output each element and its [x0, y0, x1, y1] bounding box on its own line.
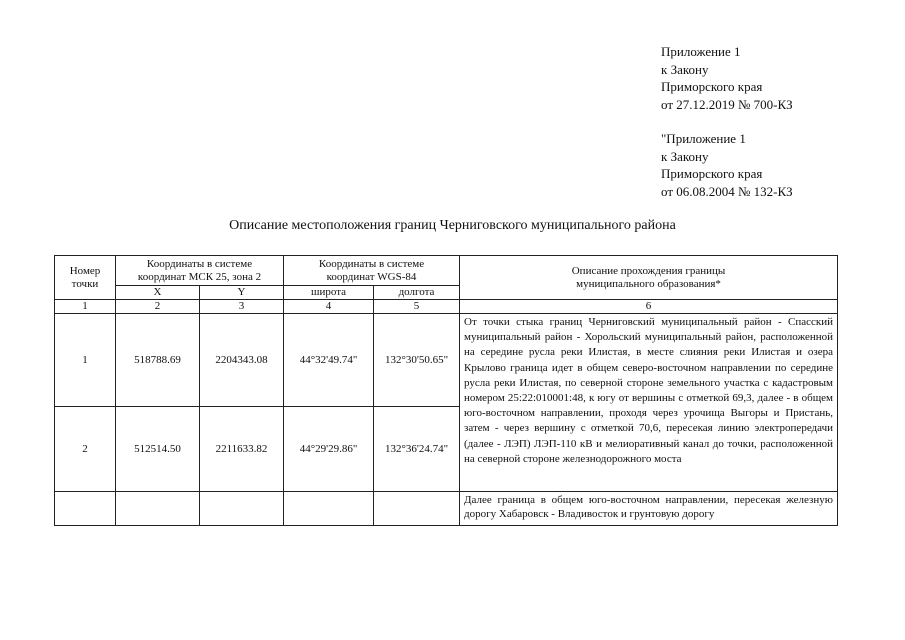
- column-number-row: [55, 300, 838, 314]
- boundary-description: Далее граница в общем юго-восточном направлении, пересекая железную дорогу Хабаровск - Владивосток и грунтовую дорогу: [460, 492, 838, 526]
- header-text: координат WGS-84: [326, 270, 417, 283]
- header-wgs-coordinates: [284, 256, 460, 286]
- header-text: Координаты в системе: [146, 257, 253, 270]
- y-coordinate: 2204343.08: [200, 314, 284, 407]
- x-coordinate: 512514.50: [116, 407, 200, 492]
- header-line: Приморского края: [661, 79, 763, 94]
- boundary-description: От точки стыка границ Черниговский муниципальный район - Спасский муниципальный район - Хорольский муниципальный район, расположенной на середине русла реки Илистая, в месте слияния реки Илистая и озера Крылово граница идет в общем северо-восточном направлении по середине русла реки Илистая, по северной стороне земельного участка с кадастровым номером 25:22:010001:48, к югу от вершины с отметкой 69,3, далее - в общем юго-восточном направлении, проходя через урочища Выгоры и Пристань, затем - через вершину с отметкой 70,6, пересекая линию электропередачи (далее - ЛЭП) ЛЭП-110 кВ и мелиоративный канал до точки, расположенной на северной стороне железнодорожного моста: [460, 314, 838, 492]
- header-description: [460, 256, 838, 300]
- column-number: 2: [116, 300, 200, 314]
- x-coordinate-empty: [116, 492, 200, 526]
- longitude: 132°36'24.74": [374, 407, 460, 492]
- annex-header-original: [661, 130, 793, 200]
- longitude: 132°30'50.65": [374, 314, 460, 407]
- point-number: 2: [55, 407, 116, 492]
- document-title: Описание местоположения границ Черниговского муниципального района: [229, 218, 676, 233]
- latitude-empty: [284, 492, 374, 526]
- header-line: к Закону: [661, 148, 709, 164]
- header-line: Приложение 1: [661, 44, 741, 59]
- annex-header-current: [661, 43, 793, 113]
- latitude: 44°29'29.86": [284, 407, 374, 492]
- header-longitude: долгота: [374, 286, 460, 300]
- boundary-table: [54, 255, 838, 526]
- column-number: 6: [460, 300, 838, 314]
- header-text: муниципального образования*: [576, 277, 721, 290]
- header-line: от 27.12.2019 № 700-КЗ: [661, 96, 793, 112]
- latitude: 44°32'49.74": [284, 314, 374, 407]
- header-point-number: [55, 256, 116, 300]
- header-latitude: широта: [284, 286, 374, 300]
- column-number: 3: [200, 300, 284, 314]
- header-text: Номер: [69, 264, 101, 277]
- longitude-empty: [374, 492, 460, 526]
- header-text: координат МСК 25, зона 2: [137, 270, 262, 283]
- table-row: [55, 492, 838, 526]
- header-line: "Приложение 1: [661, 131, 746, 146]
- column-number: 4: [284, 300, 374, 314]
- point-number-empty: [55, 492, 116, 526]
- table-row: [55, 314, 838, 407]
- column-number: 1: [55, 300, 116, 314]
- header-text: точки: [71, 277, 99, 290]
- header-text: Описание прохождения границы: [571, 264, 726, 277]
- header-text: Координаты в системе: [318, 257, 425, 270]
- column-number: 5: [374, 300, 460, 314]
- point-number: 1: [55, 314, 116, 407]
- y-coordinate-empty: [200, 492, 284, 526]
- header-line: Приморского края: [661, 166, 763, 181]
- header-msk-coordinates: [116, 256, 284, 286]
- x-coordinate: 518788.69: [116, 314, 200, 407]
- header-line: от 06.08.2004 № 132-КЗ: [661, 183, 793, 199]
- header-y: Y: [200, 286, 284, 300]
- header-x: X: [116, 286, 200, 300]
- y-coordinate: 2211633.82: [200, 407, 284, 492]
- header-line: к Закону: [661, 61, 709, 77]
